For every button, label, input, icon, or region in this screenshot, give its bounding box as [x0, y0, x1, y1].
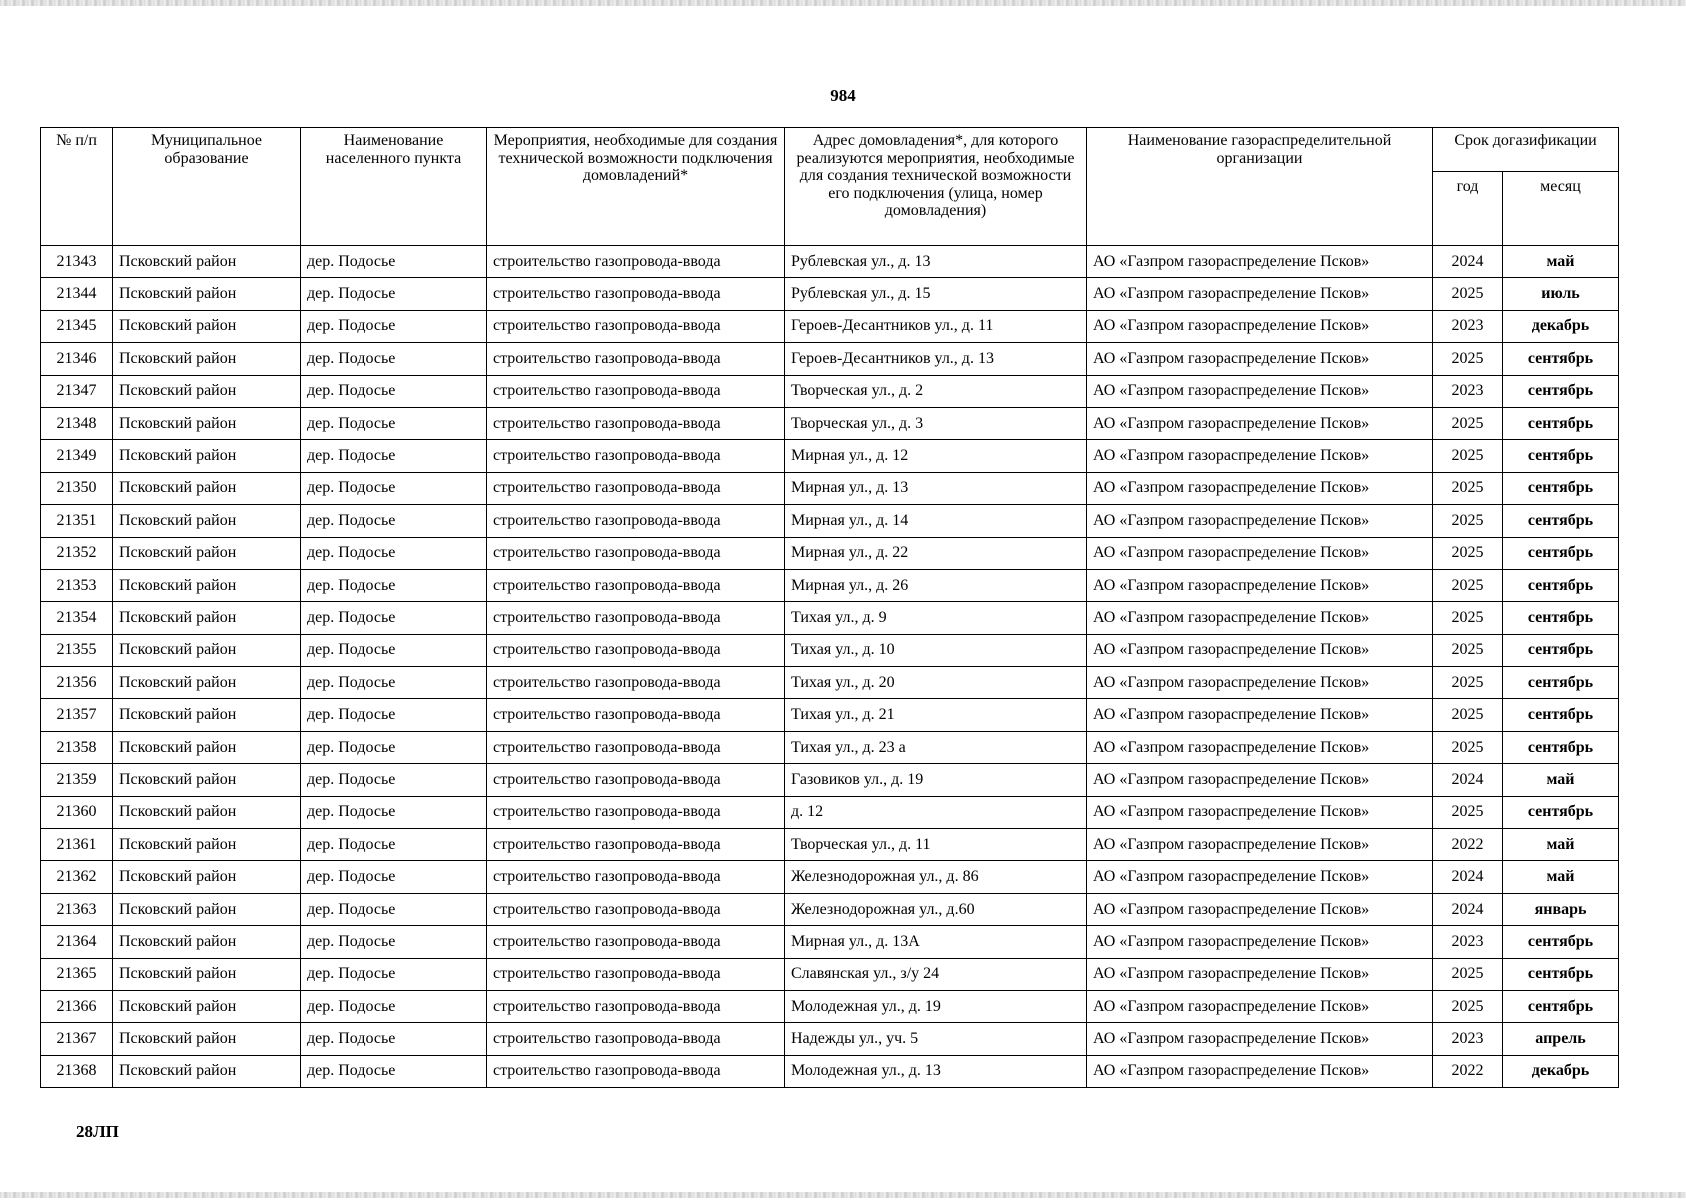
cell-address: Тихая ул., д. 20 — [785, 667, 1087, 699]
cell-settlement: дер. Подосье — [301, 990, 487, 1022]
cell-address: Мирная ул., д. 26 — [785, 569, 1087, 601]
cell-num: 21345 — [41, 310, 113, 342]
cell-settlement: дер. Подосье — [301, 1055, 487, 1087]
cell-num: 21346 — [41, 343, 113, 375]
cell-year: 2025 — [1433, 602, 1503, 634]
cell-num: 21349 — [41, 440, 113, 472]
table-row — [41, 246, 1619, 278]
cell-year: 2025 — [1433, 634, 1503, 666]
cell-address: Тихая ул., д. 21 — [785, 699, 1087, 731]
cell-address: Рублевская ул., д. 13 — [785, 246, 1087, 278]
cell-municipality: Псковский район — [113, 310, 301, 342]
table-row — [41, 731, 1619, 763]
cell-num: 21356 — [41, 667, 113, 699]
cell-year: 2024 — [1433, 861, 1503, 893]
cell-measure: строительство газопровода-ввода — [487, 505, 785, 537]
cell-municipality: Псковский район — [113, 861, 301, 893]
cell-organization: АО «Газпром газораспределение Псков» — [1087, 667, 1433, 699]
cell-num: 21354 — [41, 602, 113, 634]
header-deadline: Срок догазификации — [1433, 128, 1619, 172]
cell-num: 21364 — [41, 926, 113, 958]
cell-organization: АО «Газпром газораспределение Псков» — [1087, 440, 1433, 472]
table-row — [41, 1023, 1619, 1055]
table-header — [41, 128, 1619, 246]
cell-organization: АО «Газпром газораспределение Псков» — [1087, 1023, 1433, 1055]
cell-municipality: Псковский район — [113, 569, 301, 601]
cell-num: 21355 — [41, 634, 113, 666]
cell-organization: АО «Газпром газораспределение Псков» — [1087, 278, 1433, 310]
cell-address: Железнодорожная ул., д.60 — [785, 893, 1087, 925]
cell-organization: АО «Газпром газораспределение Псков» — [1087, 569, 1433, 601]
cell-month: сентябрь — [1503, 796, 1619, 828]
cell-organization: АО «Газпром газораспределение Псков» — [1087, 861, 1433, 893]
table-row — [41, 537, 1619, 569]
cell-address: Славянская ул., з/у 24 — [785, 958, 1087, 990]
footer-code: 28ЛП — [76, 1122, 119, 1141]
cell-measure: строительство газопровода-ввода — [487, 958, 785, 990]
cell-year: 2025 — [1433, 731, 1503, 763]
header-address: Адрес домовладения*, для которого реализуются мероприятия, необходимые для создания технической возможности его подключения (улица, номер домовладения) — [785, 128, 1087, 246]
cell-measure: строительство газопровода-ввода — [487, 569, 785, 601]
cell-num: 21343 — [41, 246, 113, 278]
cell-num: 21360 — [41, 796, 113, 828]
cell-address: Молодежная ул., д. 19 — [785, 990, 1087, 1022]
table-row — [41, 796, 1619, 828]
cell-settlement: дер. Подосье — [301, 602, 487, 634]
cell-measure: строительство газопровода-ввода — [487, 667, 785, 699]
cell-measure: строительство газопровода-ввода — [487, 343, 785, 375]
header-num: № п/п — [41, 128, 113, 246]
cell-num: 21368 — [41, 1055, 113, 1087]
cell-measure: строительство газопровода-ввода — [487, 990, 785, 1022]
cell-month: декабрь — [1503, 310, 1619, 342]
cell-organization: АО «Газпром газораспределение Псков» — [1087, 796, 1433, 828]
cell-measure: строительство газопровода-ввода — [487, 829, 785, 861]
cell-month: сентябрь — [1503, 407, 1619, 439]
cell-month: декабрь — [1503, 1055, 1619, 1087]
cell-settlement: дер. Подосье — [301, 343, 487, 375]
table-row — [41, 440, 1619, 472]
cell-municipality: Псковский район — [113, 893, 301, 925]
cell-municipality: Псковский район — [113, 602, 301, 634]
cell-settlement: дер. Подосье — [301, 246, 487, 278]
cell-month: сентябрь — [1503, 731, 1619, 763]
cell-num: 21348 — [41, 407, 113, 439]
scan-edge-top — [0, 0, 1686, 6]
cell-num: 21365 — [41, 958, 113, 990]
cell-month: сентябрь — [1503, 505, 1619, 537]
cell-month: сентябрь — [1503, 634, 1619, 666]
cell-year: 2023 — [1433, 926, 1503, 958]
cell-month: сентябрь — [1503, 699, 1619, 731]
cell-num: 21344 — [41, 278, 113, 310]
cell-year: 2025 — [1433, 667, 1503, 699]
cell-num: 21353 — [41, 569, 113, 601]
cell-measure: строительство газопровода-ввода — [487, 440, 785, 472]
cell-organization: АО «Газпром газораспределение Псков» — [1087, 764, 1433, 796]
cell-organization: АО «Газпром газораспределение Псков» — [1087, 731, 1433, 763]
cell-year: 2025 — [1433, 990, 1503, 1022]
cell-year: 2025 — [1433, 407, 1503, 439]
cell-num: 21366 — [41, 990, 113, 1022]
table-row — [41, 861, 1619, 893]
cell-month: сентябрь — [1503, 569, 1619, 601]
table-row — [41, 764, 1619, 796]
table-row — [41, 375, 1619, 407]
cell-organization: АО «Газпром газораспределение Псков» — [1087, 990, 1433, 1022]
cell-num: 21357 — [41, 699, 113, 731]
cell-settlement: дер. Подосье — [301, 731, 487, 763]
cell-address: Героев-Десантников ул., д. 11 — [785, 310, 1087, 342]
cell-municipality: Псковский район — [113, 1055, 301, 1087]
cell-settlement: дер. Подосье — [301, 699, 487, 731]
cell-municipality: Псковский район — [113, 343, 301, 375]
cell-organization: АО «Газпром газораспределение Псков» — [1087, 407, 1433, 439]
cell-address: Мирная ул., д. 22 — [785, 537, 1087, 569]
cell-municipality: Псковский район — [113, 958, 301, 990]
cell-address: Молодежная ул., д. 13 — [785, 1055, 1087, 1087]
cell-settlement: дер. Подосье — [301, 537, 487, 569]
cell-month: май — [1503, 246, 1619, 278]
cell-year: 2025 — [1433, 796, 1503, 828]
cell-measure: строительство газопровода-ввода — [487, 246, 785, 278]
cell-address: Творческая ул., д. 11 — [785, 829, 1087, 861]
cell-month: апрель — [1503, 1023, 1619, 1055]
cell-address: Надежды ул., уч. 5 — [785, 1023, 1087, 1055]
cell-measure: строительство газопровода-ввода — [487, 634, 785, 666]
table-row — [41, 407, 1619, 439]
gasification-table — [40, 127, 1619, 1088]
scan-edge-bottom — [0, 1192, 1686, 1198]
table-body — [41, 246, 1619, 1088]
cell-num: 21367 — [41, 1023, 113, 1055]
cell-municipality: Псковский район — [113, 246, 301, 278]
cell-municipality: Псковский район — [113, 407, 301, 439]
cell-organization: АО «Газпром газораспределение Псков» — [1087, 375, 1433, 407]
cell-year: 2024 — [1433, 246, 1503, 278]
cell-settlement: дер. Подосье — [301, 375, 487, 407]
cell-municipality: Псковский район — [113, 472, 301, 504]
header-settlement: Наименование населенного пункта — [301, 128, 487, 246]
table-row — [41, 958, 1619, 990]
table-row — [41, 926, 1619, 958]
cell-address: Железнодорожная ул., д. 86 — [785, 861, 1087, 893]
cell-organization: АО «Газпром газораспределение Псков» — [1087, 505, 1433, 537]
cell-num: 21359 — [41, 764, 113, 796]
cell-settlement: дер. Подосье — [301, 634, 487, 666]
header-municipality: Муниципальное образование — [113, 128, 301, 246]
cell-organization: АО «Газпром газораспределение Псков» — [1087, 472, 1433, 504]
cell-measure: строительство газопровода-ввода — [487, 1023, 785, 1055]
table-row — [41, 990, 1619, 1022]
cell-organization: АО «Газпром газораспределение Псков» — [1087, 893, 1433, 925]
table-row — [41, 893, 1619, 925]
cell-year: 2025 — [1433, 343, 1503, 375]
cell-measure: строительство газопровода-ввода — [487, 861, 785, 893]
cell-month: сентябрь — [1503, 537, 1619, 569]
cell-settlement: дер. Подосье — [301, 764, 487, 796]
cell-municipality: Псковский район — [113, 440, 301, 472]
cell-month: сентябрь — [1503, 926, 1619, 958]
table-row — [41, 569, 1619, 601]
cell-month: май — [1503, 764, 1619, 796]
cell-num: 21361 — [41, 829, 113, 861]
cell-month: сентябрь — [1503, 602, 1619, 634]
cell-address: Газовиков ул., д. 19 — [785, 764, 1087, 796]
cell-address: Мирная ул., д. 14 — [785, 505, 1087, 537]
cell-organization: АО «Газпром газораспределение Псков» — [1087, 310, 1433, 342]
table-row — [41, 505, 1619, 537]
cell-address: Творческая ул., д. 3 — [785, 407, 1087, 439]
table-row — [41, 699, 1619, 731]
cell-address: д. 12 — [785, 796, 1087, 828]
cell-address: Тихая ул., д. 23 а — [785, 731, 1087, 763]
table-row — [41, 343, 1619, 375]
cell-month: сентябрь — [1503, 343, 1619, 375]
cell-organization: АО «Газпром газораспределение Псков» — [1087, 699, 1433, 731]
header-measures: Мероприятия, необходимые для создания технической возможности подключения домовладений* — [487, 128, 785, 246]
cell-municipality: Псковский район — [113, 731, 301, 763]
cell-num: 21351 — [41, 505, 113, 537]
table-row — [41, 278, 1619, 310]
cell-address: Творческая ул., д. 2 — [785, 375, 1087, 407]
cell-address: Героев-Десантников ул., д. 13 — [785, 343, 1087, 375]
page-number: 984 — [830, 86, 856, 105]
cell-year: 2025 — [1433, 699, 1503, 731]
cell-measure: строительство газопровода-ввода — [487, 731, 785, 763]
cell-municipality: Псковский район — [113, 990, 301, 1022]
cell-municipality: Псковский район — [113, 505, 301, 537]
cell-month: июль — [1503, 278, 1619, 310]
cell-month: май — [1503, 829, 1619, 861]
cell-settlement: дер. Подосье — [301, 310, 487, 342]
header-organization: Наименование газораспределительной организации — [1087, 128, 1433, 246]
cell-settlement: дер. Подосье — [301, 861, 487, 893]
cell-organization: АО «Газпром газораспределение Псков» — [1087, 926, 1433, 958]
table-row — [41, 472, 1619, 504]
cell-municipality: Псковский район — [113, 1023, 301, 1055]
cell-month: сентябрь — [1503, 440, 1619, 472]
cell-year: 2025 — [1433, 537, 1503, 569]
cell-measure: строительство газопровода-ввода — [487, 1055, 785, 1087]
cell-address: Тихая ул., д. 9 — [785, 602, 1087, 634]
cell-year: 2024 — [1433, 893, 1503, 925]
cell-municipality: Псковский район — [113, 537, 301, 569]
cell-month: сентябрь — [1503, 958, 1619, 990]
header-year: год — [1433, 172, 1503, 246]
cell-municipality: Псковский район — [113, 634, 301, 666]
cell-organization: АО «Газпром газораспределение Псков» — [1087, 537, 1433, 569]
cell-measure: строительство газопровода-ввода — [487, 407, 785, 439]
cell-year: 2025 — [1433, 278, 1503, 310]
cell-settlement: дер. Подосье — [301, 893, 487, 925]
cell-settlement: дер. Подосье — [301, 278, 487, 310]
cell-settlement: дер. Подосье — [301, 958, 487, 990]
cell-settlement: дер. Подосье — [301, 667, 487, 699]
cell-settlement: дер. Подосье — [301, 569, 487, 601]
table-row — [41, 634, 1619, 666]
cell-measure: строительство газопровода-ввода — [487, 375, 785, 407]
cell-settlement: дер. Подосье — [301, 505, 487, 537]
cell-month: сентябрь — [1503, 990, 1619, 1022]
cell-month: май — [1503, 861, 1619, 893]
cell-measure: строительство газопровода-ввода — [487, 893, 785, 925]
cell-municipality: Псковский район — [113, 796, 301, 828]
cell-measure: строительство газопровода-ввода — [487, 310, 785, 342]
cell-settlement: дер. Подосье — [301, 926, 487, 958]
cell-address: Мирная ул., д. 13 — [785, 472, 1087, 504]
cell-address: Мирная ул., д. 13А — [785, 926, 1087, 958]
cell-measure: строительство газопровода-ввода — [487, 537, 785, 569]
table-row — [41, 829, 1619, 861]
cell-municipality: Псковский район — [113, 699, 301, 731]
cell-municipality: Псковский район — [113, 667, 301, 699]
cell-num: 21347 — [41, 375, 113, 407]
cell-municipality: Псковский район — [113, 926, 301, 958]
cell-year: 2025 — [1433, 958, 1503, 990]
cell-year: 2025 — [1433, 472, 1503, 504]
cell-organization: АО «Газпром газораспределение Псков» — [1087, 829, 1433, 861]
cell-month: сентябрь — [1503, 375, 1619, 407]
cell-organization: АО «Газпром газораспределение Псков» — [1087, 602, 1433, 634]
cell-num: 21350 — [41, 472, 113, 504]
cell-settlement: дер. Подосье — [301, 1023, 487, 1055]
cell-year: 2022 — [1433, 1055, 1503, 1087]
cell-measure: строительство газопровода-ввода — [487, 699, 785, 731]
cell-measure: строительство газопровода-ввода — [487, 472, 785, 504]
cell-measure: строительство газопровода-ввода — [487, 278, 785, 310]
cell-organization: АО «Газпром газораспределение Псков» — [1087, 1055, 1433, 1087]
cell-settlement: дер. Подосье — [301, 796, 487, 828]
cell-organization: АО «Газпром газораспределение Псков» — [1087, 958, 1433, 990]
cell-year: 2023 — [1433, 375, 1503, 407]
cell-address: Мирная ул., д. 12 — [785, 440, 1087, 472]
header-month: месяц — [1503, 172, 1619, 246]
cell-year: 2025 — [1433, 440, 1503, 472]
cell-year: 2025 — [1433, 569, 1503, 601]
cell-settlement: дер. Подосье — [301, 472, 487, 504]
table-row — [41, 667, 1619, 699]
cell-organization: АО «Газпром газораспределение Псков» — [1087, 634, 1433, 666]
cell-year: 2023 — [1433, 310, 1503, 342]
cell-month: сентябрь — [1503, 472, 1619, 504]
cell-year: 2023 — [1433, 1023, 1503, 1055]
cell-year: 2022 — [1433, 829, 1503, 861]
cell-settlement: дер. Подосье — [301, 440, 487, 472]
cell-num: 21362 — [41, 861, 113, 893]
cell-month: сентябрь — [1503, 667, 1619, 699]
cell-municipality: Псковский район — [113, 375, 301, 407]
cell-organization: АО «Газпром газораспределение Псков» — [1087, 246, 1433, 278]
cell-measure: строительство газопровода-ввода — [487, 926, 785, 958]
cell-year: 2024 — [1433, 764, 1503, 796]
cell-num: 21358 — [41, 731, 113, 763]
cell-measure: строительство газопровода-ввода — [487, 796, 785, 828]
cell-address: Рублевская ул., д. 15 — [785, 278, 1087, 310]
cell-municipality: Псковский район — [113, 764, 301, 796]
cell-municipality: Псковский район — [113, 278, 301, 310]
cell-num: 21363 — [41, 893, 113, 925]
cell-year: 2025 — [1433, 505, 1503, 537]
table-row — [41, 602, 1619, 634]
cell-measure: строительство газопровода-ввода — [487, 602, 785, 634]
cell-address: Тихая ул., д. 10 — [785, 634, 1087, 666]
cell-settlement: дер. Подосье — [301, 829, 487, 861]
cell-measure: строительство газопровода-ввода — [487, 764, 785, 796]
table-row — [41, 310, 1619, 342]
cell-settlement: дер. Подосье — [301, 407, 487, 439]
cell-organization: АО «Газпром газораспределение Псков» — [1087, 343, 1433, 375]
cell-month: январь — [1503, 893, 1619, 925]
cell-num: 21352 — [41, 537, 113, 569]
table-row — [41, 1055, 1619, 1087]
cell-municipality: Псковский район — [113, 829, 301, 861]
